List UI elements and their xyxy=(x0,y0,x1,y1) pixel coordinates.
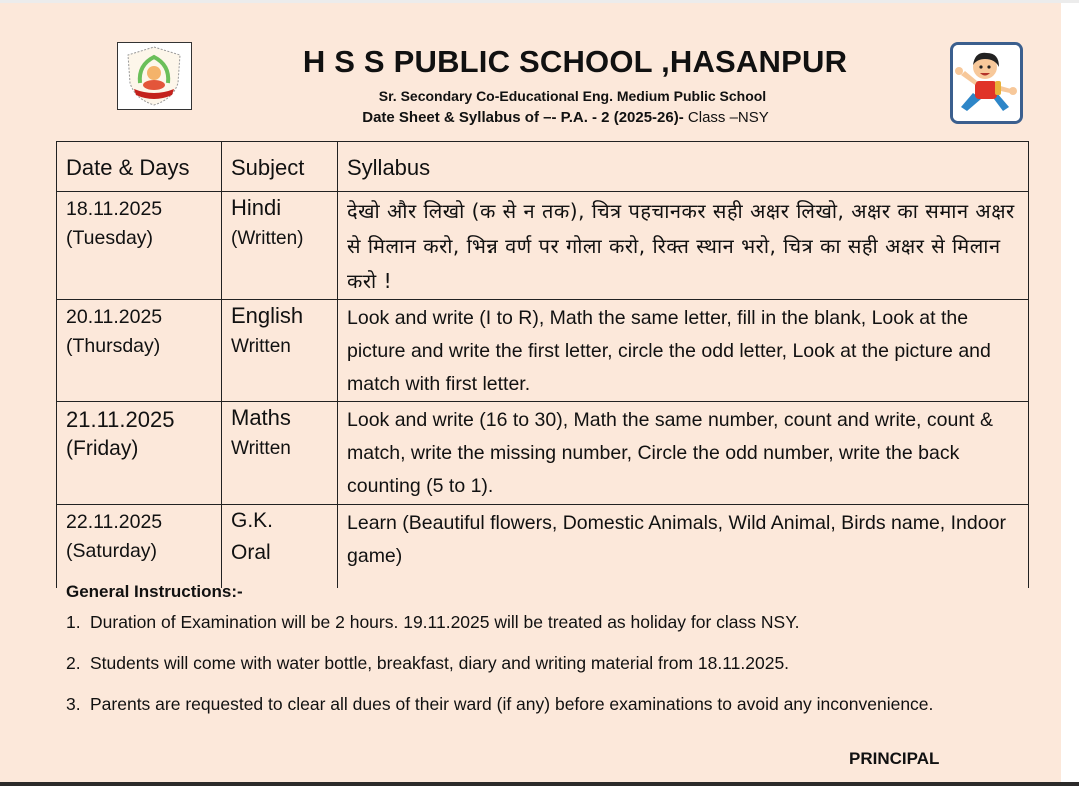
date-cell xyxy=(57,192,222,300)
table-row xyxy=(57,300,1029,402)
sheet-title-class: Class –NSY xyxy=(683,109,769,126)
syllabus-cell: देखो और लिखो (क से न तक), चित्र पहचानकर सही अक्षर लिखो, अक्षर का समान अक्षर से मिलान करो, भिन्न वर्ण पर गोला करो, रिक्त स्थान भरो, चित्र का सही अक्षर से मिलान करो ! xyxy=(338,192,1029,300)
syllabus-cell: Look and write (I to R), Math the same letter, fill in the blank, Look at the picture and write the first letter, circle the odd letter, Look at the picture and match with first letter. xyxy=(338,300,1029,402)
sheet-title xyxy=(0,109,1079,126)
instruction-text: Parents are requested to clear all dues of their ward (if any) before examinations to avoid any inconvenience. xyxy=(90,694,934,714)
date-cell xyxy=(57,505,222,589)
table-row xyxy=(57,505,1029,589)
subject-cell xyxy=(222,402,338,505)
instruction-text: Students will come with water bottle, breakfast, diary and writing material from 18.11.2025. xyxy=(90,653,790,673)
date-sheet-table xyxy=(56,141,1029,588)
bottom-edge-line xyxy=(0,782,1079,786)
subject-cell xyxy=(222,505,338,589)
sheet-title-main: Date Sheet & Syllabus of –- P.A. - 2 (2025-26)- xyxy=(362,109,684,126)
column-header-subject: Subject xyxy=(222,142,338,192)
subject-cell xyxy=(222,192,338,300)
column-header-date: Date & Days xyxy=(57,142,222,192)
instruction-number: 3. xyxy=(66,694,81,714)
instruction-item xyxy=(66,689,966,719)
subject-name: English xyxy=(231,303,304,328)
exam-mode: Written xyxy=(231,438,291,459)
exam-mode: Oral xyxy=(231,541,271,564)
exam-mode: Written xyxy=(231,336,291,357)
instruction-number: 2. xyxy=(66,653,81,673)
subject-name: Maths xyxy=(231,405,291,430)
principal-signature: PRINCIPAL xyxy=(849,749,940,768)
table-row xyxy=(57,192,1029,300)
school-name: H S S PUBLIC SCHOOL ,HASANPUR xyxy=(302,44,848,79)
subject-name: Hindi xyxy=(231,195,282,220)
running-boy-illustration-icon xyxy=(950,42,1023,124)
exam-date: 18.11.2025 xyxy=(66,198,163,220)
instruction-number: 1. xyxy=(66,612,81,632)
syllabus-cell: Learn (Beautiful flowers, Domestic Animals, Wild Animal, Birds name, Indoor game) xyxy=(338,505,1029,589)
date-cell xyxy=(57,402,222,505)
subject-name: G.K. xyxy=(231,509,274,532)
exam-day: (Tuesday) xyxy=(66,227,154,249)
instruction-item xyxy=(66,607,966,637)
exam-date: 21.11.2025 xyxy=(66,407,175,432)
instructions-heading: General Instructions:- xyxy=(66,582,243,601)
column-header-syllabus: Syllabus xyxy=(338,142,1029,192)
school-subtitle: Sr. Secondary Co-Educational Eng. Medium Public School xyxy=(378,88,767,104)
exam-day: (Saturday) xyxy=(66,540,158,562)
subject-cell xyxy=(222,300,338,402)
date-cell xyxy=(57,300,222,402)
exam-mode: (Written) xyxy=(231,228,304,249)
table-header-row xyxy=(57,142,1029,192)
exam-day: (Thursday) xyxy=(66,335,161,357)
exam-date: 22.11.2025 xyxy=(66,511,163,533)
instruction-text: Duration of Examination will be 2 hours. 19.11.2025 will be treated as holiday for class NSY. xyxy=(90,612,800,632)
syllabus-cell: Look and write (16 to 30), Math the same number, count and write, count & match, write the missing number, Circle the odd number, write the back counting (5 to 1). xyxy=(338,402,1029,505)
general-instructions xyxy=(66,582,966,719)
table-row xyxy=(57,402,1029,505)
exam-day: (Friday) xyxy=(66,437,139,460)
exam-date: 20.11.2025 xyxy=(66,306,163,328)
instruction-item xyxy=(66,648,966,678)
